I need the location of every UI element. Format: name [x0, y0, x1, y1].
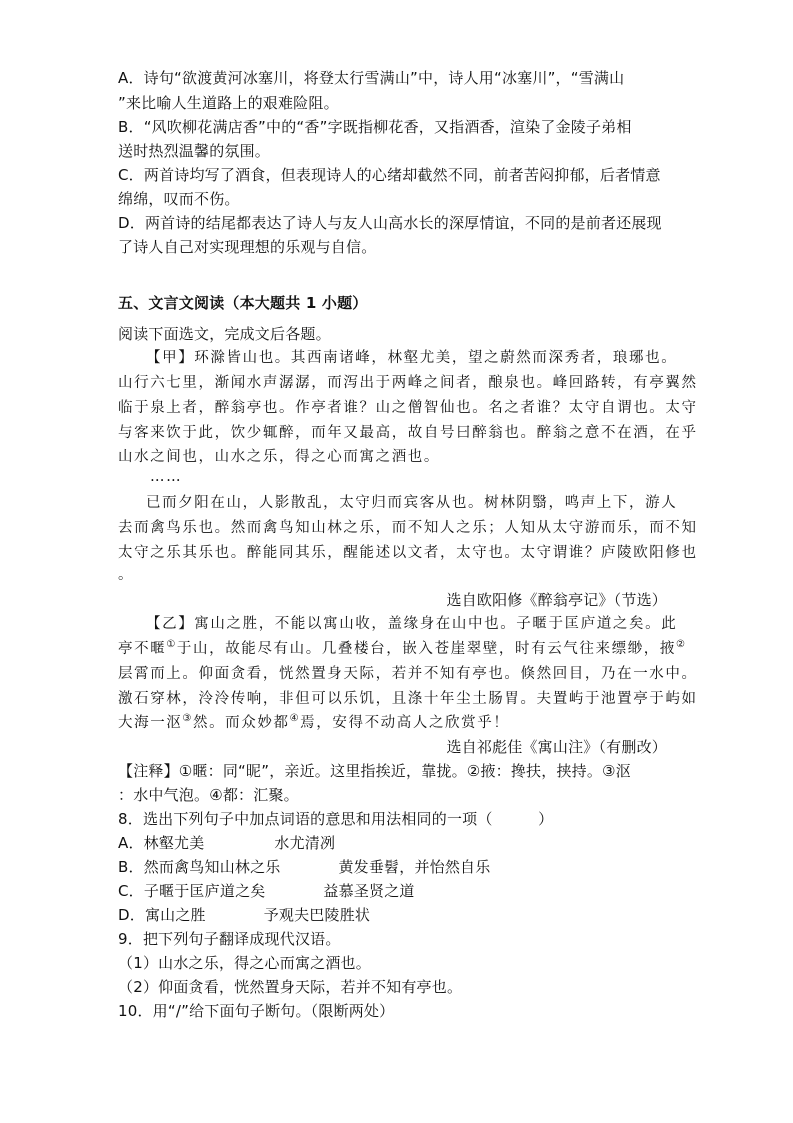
passage-jia-line: 与客来饮于此，饮少辄醉，而年又最高，故自号曰醉翁也。醉翁之意不在酒，在乎: [118, 425, 698, 441]
passage-jia-line: 临于泉上者，醉翁亭也。作亭者谁？山之僧智仙也。名之者谁？太守自谓也。太守: [118, 400, 698, 416]
option-b-line-1: B．“风吹柳花满店香”中的“香”字既指柳花香，又指酒香，渲染了金陵子弟相: [118, 118, 632, 136]
passage-ellipsis: ……: [150, 469, 183, 485]
passage-yi-text: 亭不暱: [118, 641, 167, 657]
option-c-line-1: C．两首诗均写了酒食，但表现诗人的心绪却截然不同，前者苦闷抑郁，后者情意: [118, 166, 661, 184]
question-8-option-c: [118, 881, 415, 901]
section-instruction: 阅读下面选文，完成文后各题。: [118, 325, 331, 343]
question-8-option-d: [118, 905, 370, 925]
option-a-line-1: A．诗句“欲渡黄河冰塞川，将登太行雪满山”中，诗人用“冰塞川”，“雪满山: [118, 69, 625, 87]
option-left: C．子暱于匡庐道之矣: [118, 882, 266, 900]
passage-yi-text: 大海一沤: [118, 715, 183, 731]
passage-jia-line: 山水之间也，山水之乐，得之心而寓之酒也。: [118, 449, 440, 465]
footnote-marker-1: ①: [166, 639, 177, 650]
footnote-marker-2: ②: [676, 639, 687, 650]
annotation-line: ：水中气泡。④都：汇聚。: [118, 786, 299, 804]
option-left: D．寓山之胜: [118, 906, 206, 924]
option-d-line-1: D．两首诗的结尾都表达了诗人与友人山高水长的深厚情谊，不同的是前者还展现: [118, 214, 662, 232]
passage-yi-text: 于山，故能尽有山。几叠楼台，嵌入苍崖翠壁，时有云气往来缥缈，掖: [176, 641, 676, 657]
passage-yi-line: 【乙】寓山之胜，不能以寓山收，盖缘身在山中也。子暱于匡庐道之矣。此: [146, 616, 678, 632]
section-heading: 五、文言文阅读（本大题共 1 小题）: [118, 294, 368, 312]
passage-jia-line: 去而禽鸟乐也。然而禽鸟知山林之乐，而不知人之乐；人知从太守游而乐，而不知: [118, 520, 698, 536]
option-right: 黄发垂髫，并怡然自乐: [338, 858, 491, 876]
option-right: 水尤清冽: [274, 834, 336, 852]
passage-yi-line: 激石穿林，泠泠传响，非但可以乐饥，且涤十年尘土肠胃。夫置屿于池置亭于屿如: [118, 691, 698, 707]
passage-yi-text: 然。而众妙都: [192, 715, 290, 731]
passage-jia-source: 选自欧阳修《醉翁亭记》（节选）: [446, 591, 667, 609]
passage-yi-text: 焉，安得不动高人之欣赏乎！: [300, 715, 510, 731]
option-a-line-2: ”来比喻人生道路上的艰难险阻。: [118, 94, 339, 112]
option-right: 益慕圣贤之道: [323, 882, 415, 900]
option-d-line-2: 了诗人自己对实现理想的乐观与自信。: [118, 238, 377, 256]
question-8-stem: 8．选出下列句子中加点词语的意思和用法相同的一项（ ）: [118, 810, 554, 828]
passage-jia-line: 【甲】环滁皆山也。其西南诸峰，林壑尤美，望之蔚然而深秀者，琅琊也。: [146, 350, 678, 366]
option-right: 予观夫巴陵胜状: [263, 906, 371, 924]
passage-jia-line: 太守之乐其乐也。醉能同其乐，醒能述以文者，太守也。太守谓谁？庐陵欧阳修也: [118, 545, 698, 561]
passage-yi-source: 选自祁彪佳《寓山注》（有删改）: [446, 738, 667, 756]
option-c-line-2: 绵绵，叹而不伤。: [118, 190, 240, 208]
option-left: A．林壑尤美: [118, 834, 205, 852]
option-left: B．然而禽鸟知山林之乐: [118, 858, 281, 876]
footnote-marker-4: ④: [289, 713, 301, 724]
question-10-stem: 10．用“/”给下面句子断句。（限断两处）: [118, 1002, 395, 1020]
passage-jia-line: 。: [118, 567, 135, 583]
option-b-line-2: 送时热烈温馨的氛围。: [118, 142, 271, 160]
question-8-option-a: [118, 833, 335, 853]
question-8-option-b: [118, 857, 490, 877]
question-9-stem: 9．把下列句子翻译成现代汉语。: [118, 930, 341, 948]
question-9-sentence-1: （1）山水之乐，得之心而寓之酒也。: [118, 954, 371, 972]
passage-yi-line: [118, 639, 687, 659]
annotation-line: 【注释】①暱：同“昵”，亲近。这里指挨近，靠拢。②掖：搀扶，挟持。③沤: [118, 762, 631, 780]
question-9-sentence-2: （2）仰面贪看，恍然置身天际，若并不知有亭也。: [118, 978, 463, 996]
passage-yi-line: 层霄而上。仰面贪看，恍然置身天际，若并不知有亭也。倏然回目，乃在一水中。: [118, 666, 698, 682]
passage-jia-line: 已而夕阳在山，人影散乱，太守归而宾客从也。树林阴翳，鸣声上下，游人: [146, 495, 678, 511]
footnote-marker-3: ③: [182, 713, 193, 724]
passage-jia-line: 山行六七里，渐闻水声潺潺，而泻出于两峰之间者，酿泉也。峰回路转，有亭翼然: [118, 375, 698, 391]
passage-yi-line: [118, 713, 509, 733]
